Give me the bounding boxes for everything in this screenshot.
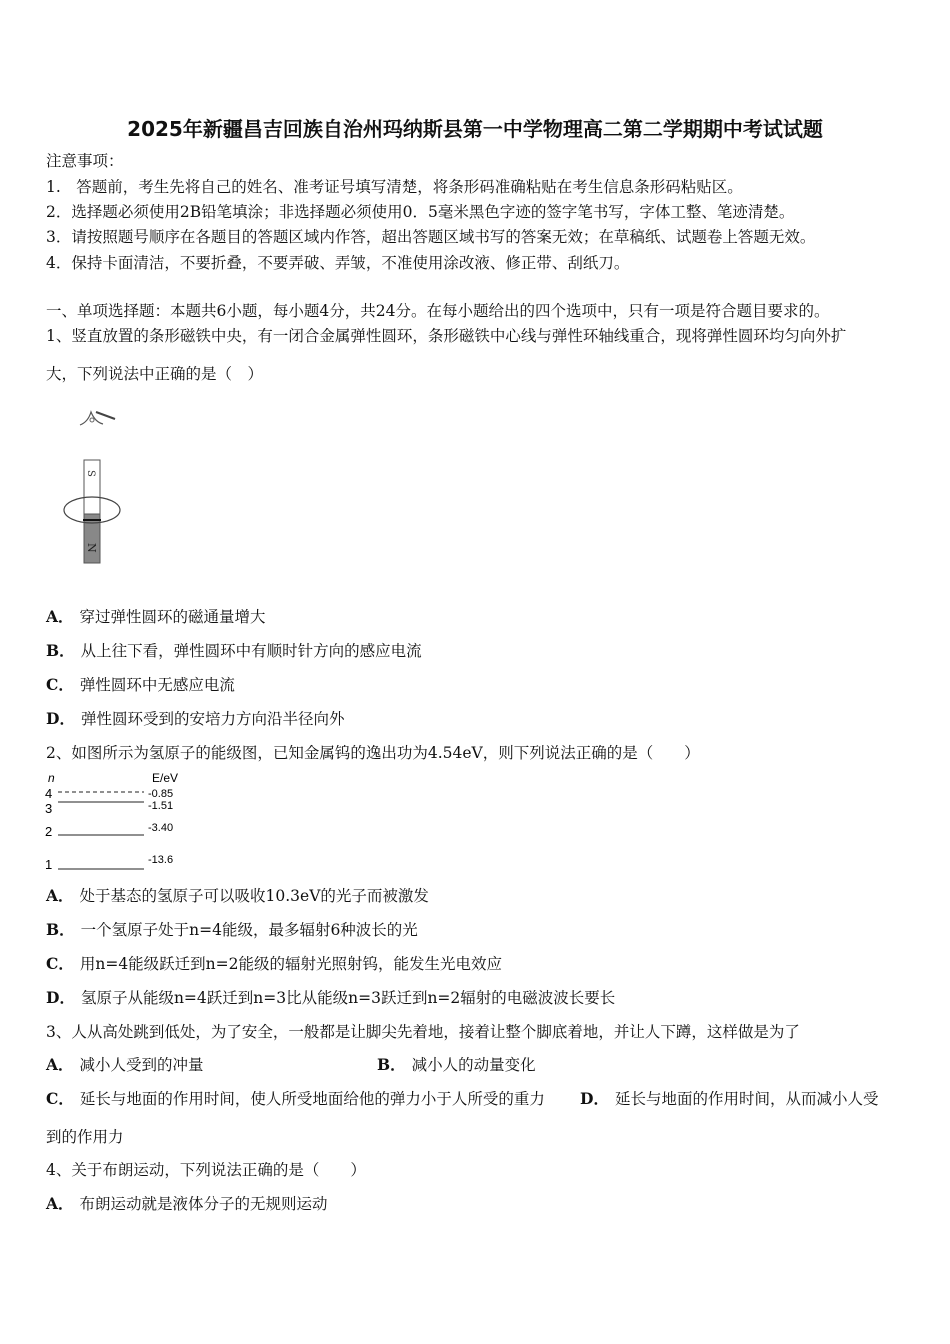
svg-text:-1.51: -1.51 bbox=[148, 800, 174, 812]
notice-item: 1. 答题前，考生先将自己的姓名、准考证号填写清楚，将条形码准确粘贴在考生信息条形码粘贴区。 bbox=[46, 178, 743, 196]
q1-option-b[interactable]: B． 从上往下看，弹性圆环中有顺时针方向的感应电流 bbox=[46, 641, 422, 660]
q2-stem: 2、如图所示为氢原子的能级图，已知金属钨的逸出功为4.54eV，则下列说法正确的是（ ） bbox=[46, 744, 700, 762]
svg-text:2: 2 bbox=[45, 824, 53, 839]
svg-text:4: 4 bbox=[45, 786, 53, 801]
svg-text:-3.40: -3.40 bbox=[148, 822, 174, 834]
q2-option-d[interactable]: D． 氢原子从能级n=4跃迁到n=3比从能级n=3跃迁到n=2辐射的电磁波波长要长 bbox=[46, 988, 616, 1007]
q2-option-a[interactable]: A． 处于基态的氢原子可以吸收10.3eV的光子而被激发 bbox=[46, 886, 429, 905]
section-heading: 一、单项选择题：本题共6小题，每小题4分，共24分。在每小题给出的四个选项中，只有一项是符合题目要求的。 bbox=[46, 302, 830, 320]
magnet-ring-figure bbox=[55, 400, 145, 575]
notice-item: 3．请按照题号顺序在各题目的答题区域内作答，超出答题区域书写的答案无效；在草稿纸、试题卷上答题无效。 bbox=[46, 228, 816, 246]
page-title: 2025年新疆昌吉回族自治州玛纳斯县第一中学物理高二第二学期期中考试试题 bbox=[127, 117, 823, 141]
q2-option-b[interactable]: B． 一个氢原子处于n=4能级，最多辐射6种波长的光 bbox=[46, 920, 418, 939]
energy-axis-label: E/eV bbox=[152, 771, 179, 785]
notice-item: 4．保持卡面清洁，不要折叠，不要弄破、弄皱，不准使用涂改液、修正带、刮纸刀。 bbox=[46, 254, 630, 272]
energy-level-diagram bbox=[40, 768, 200, 873]
north-pole-label: N bbox=[85, 543, 98, 553]
svg-text:1: 1 bbox=[45, 857, 53, 872]
n-axis-label: n bbox=[48, 771, 55, 785]
q1-stem: 1、竖直放置的条形磁铁中央，有一闭合金属弹性圆环，条形磁铁中心线与弹性环轴线重合，现将弹性圆环均匀向外扩 bbox=[46, 327, 847, 345]
q1-option-d[interactable]: D． 弹性圆环受到的安培力方向沿半径向外 bbox=[46, 709, 345, 728]
q3-option-a[interactable]: A． 减小人受到的冲量 bbox=[46, 1055, 204, 1074]
q4-stem: 4、关于布朗运动，下列说法正确的是（ ） bbox=[46, 1161, 366, 1179]
q3-option-c[interactable]: C． 延长与地面的作用时间，使人所受地面给他的弹力小于人所受的重力 bbox=[46, 1089, 545, 1108]
notice-item: 2．选择题必须使用2B铅笔填涂；非选择题必须使用0．5毫米黑色字迹的签字笔书写，字体工整、笔迹清楚。 bbox=[46, 203, 795, 221]
q1-option-c[interactable]: C． 弹性圆环中无感应电流 bbox=[46, 675, 235, 694]
q3-option-d[interactable]: D． 延长与地面的作用时间，从而减小人受 bbox=[580, 1089, 879, 1108]
q3-option-b[interactable]: B． 减小人的动量变化 bbox=[377, 1055, 536, 1074]
svg-text:-0.85: -0.85 bbox=[148, 788, 174, 800]
svg-text:-13.6: -13.6 bbox=[148, 854, 174, 866]
q4-option-a[interactable]: A． 布朗运动就是液体分子的无规则运动 bbox=[46, 1194, 328, 1213]
q3-option-d-cont: 到的作用力 bbox=[46, 1128, 124, 1146]
svg-text:3: 3 bbox=[45, 801, 53, 816]
q1-option-a[interactable]: A． 穿过弹性圆环的磁通量增大 bbox=[46, 607, 266, 626]
q2-option-c[interactable]: C． 用n=4能级跃迁到n=2能级的辐射光照射钨，能发生光电效应 bbox=[46, 954, 503, 973]
notice-heading: 注意事项： bbox=[46, 152, 124, 170]
q3-stem: 3、人从高处跳到低处，为了安全，一般都是让脚尖先着地，接着让整个脚底着地，并让人下蹲，这样做是为了 bbox=[46, 1023, 800, 1041]
south-pole-label: S bbox=[85, 470, 96, 477]
q1-stem-cont: 大，下列说法中正确的是（ ） bbox=[46, 365, 264, 383]
